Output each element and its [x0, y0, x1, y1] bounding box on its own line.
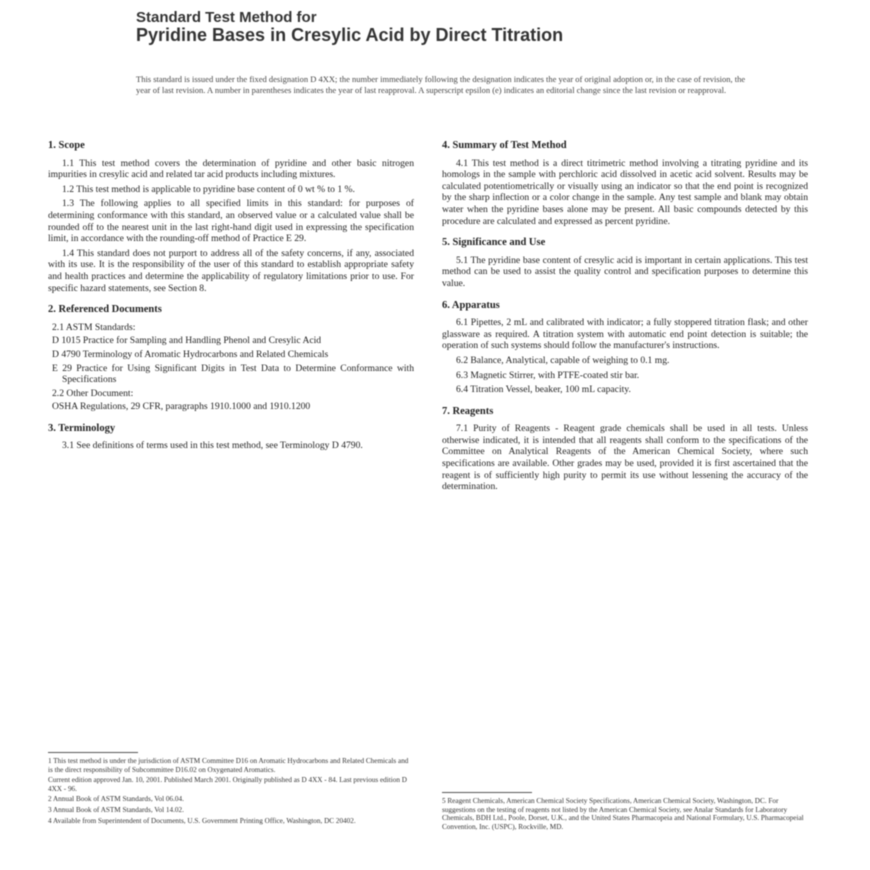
paragraph: 7.1 Purity of Reagents - Reagent grade chemicals shall be used in all tests. Unless otherwise indicated, it is intended that all reagents shall conform to the specifications of the Committee on Analytical Reagents of the American Chemical Society, where such specifications are available. Other grades may be used, provided it is first ascertained that the reagent is of sufficiently high purity to permit its use without lessening the accuracy of the determination.: [442, 423, 808, 493]
footnote: 5 Reagent Chemicals, American Chemical Society Specifications, American Chemical Society, Washington, DC. For suggestions on the testing of reagents not listed by the American Chemical Society, see Analar Standards for Laboratory Chemicals, BDH Ltd., Poole, Dorset, U.K., and the United States Pharmacopeia and National Formulary, U.S. Pharmacopeial Convention, Inc. (USPC), Rockville, MD.: [442, 797, 804, 831]
paragraph: 5.1 The pyridine base content of cresylic acid is important in certain applications. This test method can be used to assist the quality control and specification purposes to determine this value.: [442, 254, 808, 289]
left-footnotes: [48, 742, 414, 827]
section-heading-apparatus: 6. Apparatus: [442, 299, 500, 311]
paragraph: 6.2 Balance, Analytical, capable of weighing to 0.1 mg.: [456, 354, 670, 366]
footnote-divider: [442, 792, 532, 793]
reference-item: 2.1 ASTM Standards:: [52, 321, 136, 333]
section-heading-significance: 5. Significance and Use: [442, 237, 546, 249]
footnote: 3 Annual Book of ASTM Standards, Vol 14.02.: [48, 805, 184, 814]
reference-item: D 1015 Practice for Sampling and Handling Phenol and Cresylic Acid: [52, 335, 322, 347]
section-heading-summary: 4. Summary of Test Method: [442, 140, 567, 151]
title-line-1: Standard Test Method for: [136, 9, 317, 26]
reference-item: OSHA Regulations, 29 CFR, paragraphs 1910.1000 and 1910.1200: [52, 401, 311, 413]
footnote: 4 Available from Superintendent of Documents, U.S. Government Printing Office, Washington, DC 20402.: [48, 816, 356, 825]
standard-intro-note: This standard is issued under the fixed designation D 4XX; the number immediately following the designation indicates the year of original adoption or, in the case of revision, the year of last revision. A number in parentheses indicates the year of last reapproval. A superscript epsilon (e) indicates an editorial change since the last revision or reapproval.: [136, 74, 746, 95]
section-heading-reagents: 7. Reagents: [442, 405, 494, 417]
title-line-2: Pyridine Bases in Cresylic Acid by Direct Titration: [136, 24, 564, 45]
paragraph: 6.3 Magnetic Stirrer, with PTFE-coated stir bar.: [456, 369, 640, 381]
footnote-divider: [48, 752, 138, 753]
paragraph: 6.4 Titration Vessel, beaker, 100 mL capacity.: [456, 384, 631, 396]
footnote: 1 This test method is under the jurisdiction of ASTM Committee D16 on Aromatic Hydrocarbons and Related Chemicals and is the direct responsibility of Subcommittee D16.02 on Oxygenated Aromatics.: [48, 757, 409, 774]
paragraph: 1.2 This test method is applicable to pyridine base content of 0 wt % to 1 %.: [62, 183, 355, 195]
left-column: [48, 140, 414, 455]
document-title: [136, 10, 736, 45]
footnote: 2 Annual Book of ASTM Standards, Vol 06.04.: [48, 795, 184, 804]
section-heading-scope: 1. Scope: [48, 140, 85, 151]
reference-item: 2.2 Other Document:: [52, 387, 134, 399]
paragraph: 6.1 Pipettes, 2 mL and calibrated with indicator; a fully stoppered titration flask; and other glassware as required. A titration system with automatic end point detection is suitable; the operation of such systems should follow the manufacturer's instructions.: [442, 317, 808, 352]
paragraph: 1.3 The following applies to all specified limits in this standard: for purposes of determining conformance with this standard, an observed value or a calculated value shall be rounded off to the nearest unit in the last right-hand digit used in expressing the specification limit, in accordance with the rounding-off method of Practice E 29.: [48, 198, 414, 245]
paragraph: 1.4 This standard does not purport to address all of the safety concerns, if any, associated with its use. It is the responsibility of the user of this standard to establish appropriate safety and health practices and determine the applicability of regulatory limitations prior to use. For specific hazard statements, see Section 8.: [48, 247, 414, 294]
paragraph: 3.1 See definitions of terms used in this test method, see Terminology D 4790.: [62, 440, 363, 452]
reference-item: D 4790 Terminology of Aromatic Hydrocarbons and Related Chemicals: [52, 348, 329, 360]
right-footnotes: [442, 782, 808, 833]
right-column: [442, 140, 808, 496]
section-heading-terminology: 3. Terminology: [48, 422, 116, 434]
section-heading-referenced-documents: 2. Referenced Documents: [48, 304, 162, 316]
footnote: Current edition approved Jan. 10, 2001. Published March 2001. Originally published as D 4XX - 84. Last previous edition D 4XX - 96.: [48, 776, 407, 793]
reference-item: E 29 Practice for Using Significant Digits in Test Data to Determine Conformance with Specifications: [52, 362, 414, 386]
paragraph: 4.1 This test method is a direct titrimetric method involving a titrating pyridine and its homologs in the sample with perchloric acid dissolved in acetic acid solvent. Results may be calculated potentiometrically or visually using an indicator so that the end point is recognized by the sharp inflection or a color change in the sample. Any test sample and blank may obtain water when the pyridine bases alone may be present. All basic compounds detected by this procedure are calculated and expressed as percent pyridine.: [442, 157, 808, 227]
paragraph: 1.1 This test method covers the determination of pyridine and other basic nitrogen impurities in cresylic acid and related tar acid products including mixtures.: [48, 157, 414, 181]
